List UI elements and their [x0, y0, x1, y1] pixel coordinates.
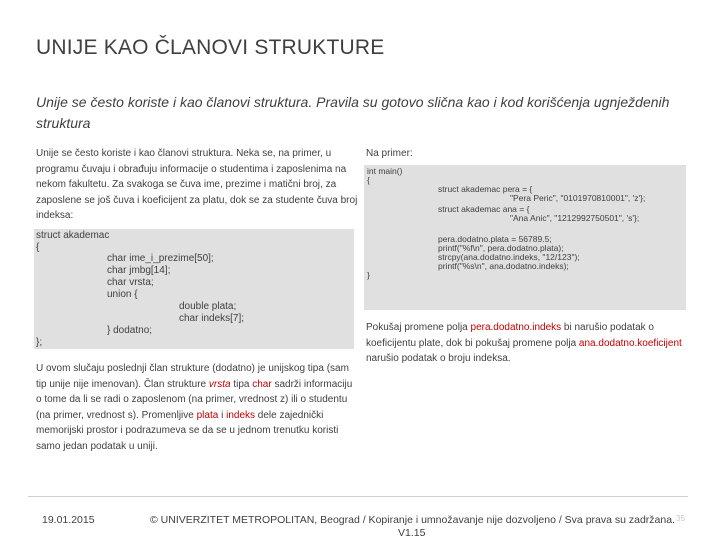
code-line: "Pera Peric", "0101970810001", 'z'}; [510, 193, 646, 203]
code-line: double plata; [179, 301, 237, 312]
highlight-plata: plata [196, 409, 219, 421]
code-line: struct akademac [36, 230, 110, 241]
right-note-text [366, 320, 688, 367]
code-line: char indeks[7]; [179, 313, 245, 324]
explain-part: tipa [230, 378, 253, 390]
code-line: "Ana Anic", "1212992750501", 's'}; [510, 213, 640, 223]
page-number: 35 [676, 514, 685, 523]
highlight-vrsta: vrsta [208, 378, 231, 390]
footer-date: 19.01.2015 [42, 514, 95, 526]
slide-subtitle: Unije se često koriste i kao članovi struktura. Pravila su gotovo slična kao i kod korišćenja ugnježdenih struktura [36, 94, 670, 131]
code-line: } dodatno; [107, 325, 153, 336]
code-line: } [367, 270, 370, 280]
code-line: char ime_i_prezime[50]; [107, 253, 214, 264]
note-part: narušio podatak o broju indeksa. [366, 353, 511, 364]
code-line: pera.dodatno.plata = 56789.5; [438, 234, 552, 244]
code-line: printf("%f\n", pera.dodatno.plata); [438, 243, 564, 253]
code-line: int main() [367, 166, 403, 176]
right-code-block [364, 165, 686, 310]
explain-part: i [218, 409, 227, 421]
left-explanation-text [36, 361, 358, 454]
footer-version: V1.15 [398, 527, 426, 539]
highlight-pera-indeks: pera.dodatno.indeks [470, 322, 562, 333]
footer-copyright-text: © UNIVERZITET METROPOLITAN, Beograd / Kopiranje i umnožavanje nije dozvoljeno / Sva prava su zadržana. [150, 514, 675, 526]
note-part: Pokušaj promene polja [366, 322, 471, 333]
footer-copyright [150, 513, 690, 527]
explain-part: U ovom slučaju poslednji član strukture (dodatno) je unijskog tipa (sam tip unije nije imenovan). Član strukture [36, 363, 349, 390]
left-intro-text: Unije se često koriste i kao članovi struktura. Neka se, na primer, u programu čuvaju i obrađuju informacije o studentima i zaposlenima na nekom fakultetu. Za svakoga se čuva ime, prezime i matični broj, za zaposlene se još čuva i koeficijent za platu, dok se za studente čuva broj indeksa: [36, 148, 358, 221]
code-line: union { [107, 289, 138, 300]
highlight-char: char [252, 378, 272, 390]
highlight-ana-koeficijent: ana.dodatno.koeficijent [578, 337, 682, 349]
right-label: Na primer: [366, 148, 413, 159]
slide-title: UNIJE KAO ČLANOVI STRUKTURE [36, 36, 385, 59]
code-line: char jmbg[14]; [107, 265, 171, 276]
code-line: struct akademac pera = { [438, 184, 533, 194]
code-line: char vrsta; [107, 277, 154, 288]
code-line: struct akademac ana = { [438, 204, 530, 214]
note-part: bi narušio podatak o koeficijentu plate, dok bi pokušaj promene polja [366, 322, 654, 349]
code-line: }; [36, 337, 43, 348]
code-line: { [36, 242, 40, 253]
code-line: strcpy(ana.dodatno.indeks, "12/123"); [438, 252, 580, 262]
explain-part: dele zajednički memorijski prostor i podrazumeva se da se u jednom trenutku koristi samo jedan podatak u uniji. [36, 409, 339, 452]
highlight-indeks: indeks [226, 409, 255, 421]
code-line: { [367, 175, 370, 185]
explain-part: sadrži informaciju o tome da li se radi o zaposlenom (na primer, vrednost z) ili o studentu (na primer, vrednost s). Promenljive [36, 378, 353, 421]
code-line: printf("%s\n", ana.dodatno.indeks); [438, 261, 569, 271]
left-code-block [34, 229, 354, 349]
